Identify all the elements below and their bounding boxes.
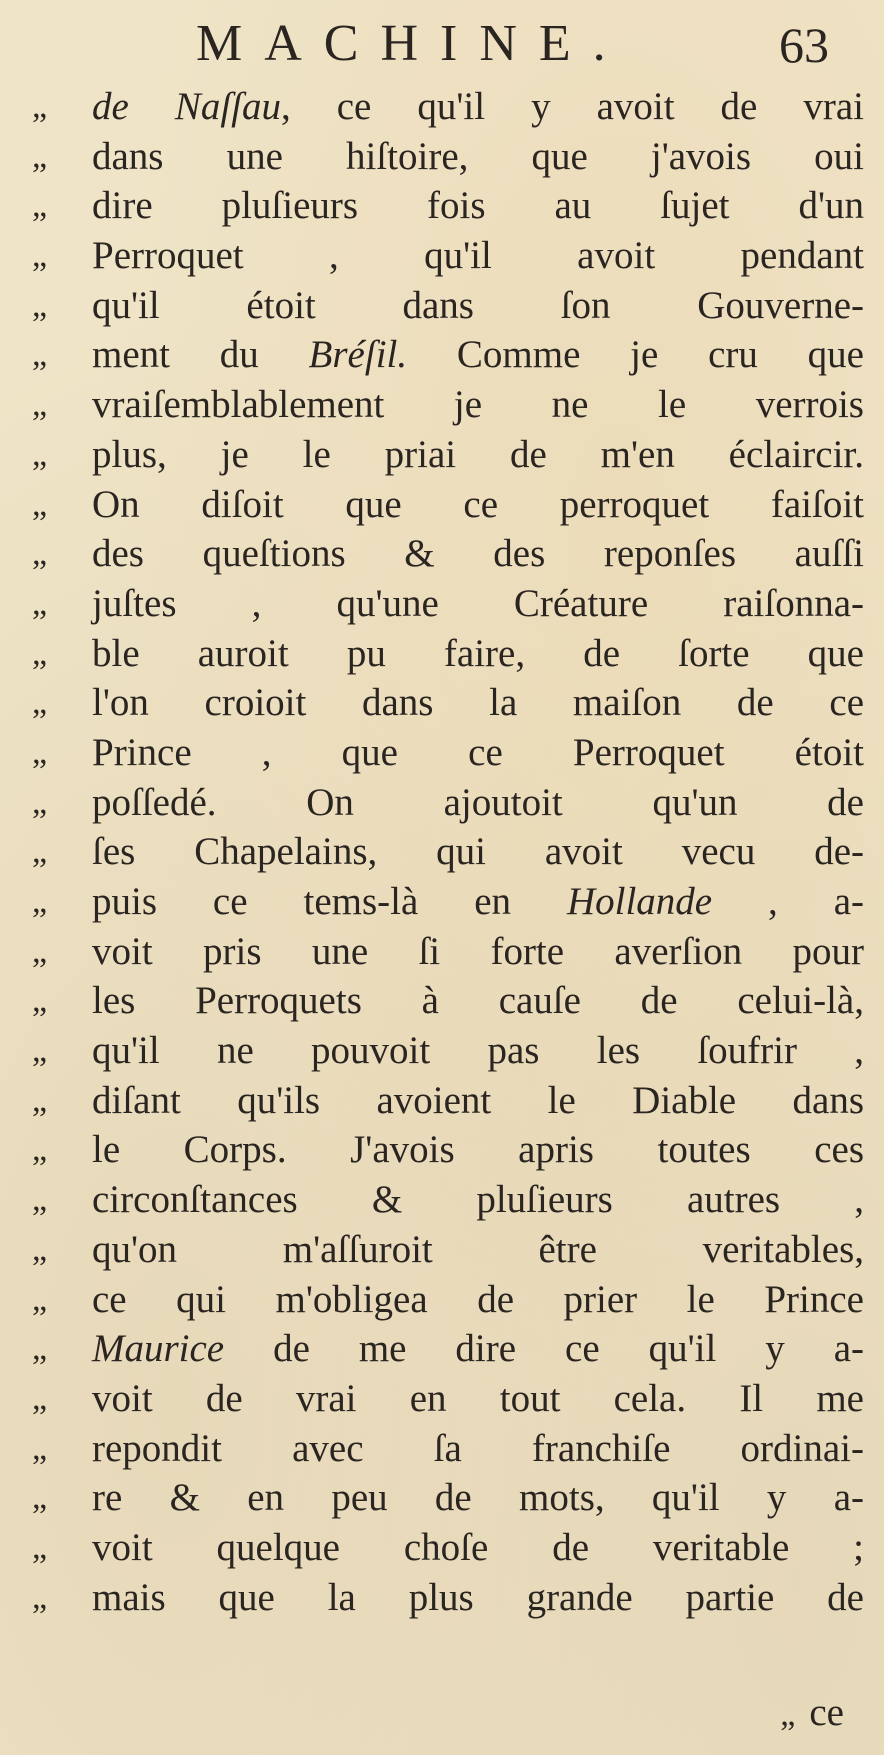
quote-mark: „ (32, 883, 48, 920)
quote-mark: „ (32, 1578, 48, 1616)
text-segment: re & en peu de mots, qu'il y a- (92, 1476, 864, 1520)
quote-mark: „ (32, 1181, 48, 1219)
text-line (32, 778, 864, 828)
text-segment: puis ce tems-là en (92, 880, 567, 923)
text-line (32, 430, 864, 480)
quote-mark: „ (32, 1280, 48, 1318)
text-segment: dans une hiſtoire, que j'avois oui (92, 134, 864, 178)
line-text (92, 927, 864, 977)
page-number: 63 (779, 17, 829, 73)
text-line (32, 281, 864, 331)
line-text (92, 181, 864, 231)
text-line (32, 1473, 864, 1523)
quote-mark: „ (32, 1528, 48, 1566)
catchword (780, 1690, 844, 1735)
text-segment: ble auroit pu faire, de ſorte que (92, 631, 864, 675)
quote-mark: „ (32, 1479, 48, 1517)
text-segment: vraiſemblablement je ne le verrois (92, 383, 864, 427)
quote-mark: „ (32, 783, 48, 821)
text-segment: repondit avec ſa franchiſe ordinai- (92, 1426, 864, 1470)
text-segment: Comme je cru que (407, 333, 864, 377)
text-segment: mais que la plus grande partie de (92, 1575, 864, 1619)
text-segment: des queſtions & des reponſes auſſi (92, 532, 864, 576)
text-segment: Prince , que ce Perroquet étoit (92, 730, 864, 774)
text-segment: plus, je le priai de m'en éclaircir. (92, 432, 864, 476)
text-line (32, 231, 864, 281)
text-line (32, 330, 864, 380)
text-line (32, 82, 864, 132)
quote-mark: „ (32, 1429, 48, 1467)
quote-mark: „ (32, 286, 48, 324)
quote-mark: „ (32, 1081, 48, 1119)
text-segment: voit quelque choſe de veritable ; (92, 1525, 864, 1569)
running-title: MACHINE. (196, 15, 628, 72)
text-segment: ſes Chapelains, qui avoit vecu de- (92, 830, 864, 874)
line-text (92, 678, 864, 728)
line-text (92, 330, 864, 380)
text-line (32, 480, 864, 530)
quote-mark: „ (32, 1379, 48, 1417)
quote-mark: „ (32, 137, 48, 175)
text-segment: Perroquet , qu'il avoit pendant (92, 234, 864, 278)
quote-mark: „ (32, 733, 48, 771)
text-line (32, 728, 864, 778)
italic-text: de Naſſau (92, 85, 281, 128)
text-segment: le Corps. J'avois apris toutes ces (92, 1128, 864, 1172)
quote-mark: „ (32, 535, 48, 573)
line-text (92, 629, 864, 679)
line-text (92, 231, 864, 281)
text-segment: On diſoit que ce perroquet faiſoit (92, 482, 864, 526)
quote-mark: „ (32, 1131, 48, 1169)
text-segment: de me dire ce qu'il y a- (224, 1327, 864, 1371)
text-segment: qu'il ne pouvoit pas les ſoufrir , (92, 1029, 864, 1073)
quote-mark: „ (32, 932, 48, 970)
text-line (32, 1175, 864, 1225)
body-text (32, 82, 864, 1622)
text-line (32, 678, 864, 728)
text-line (32, 877, 864, 927)
text-line (32, 529, 864, 579)
line-text (92, 1573, 864, 1623)
line-text (92, 1473, 864, 1523)
line-text (92, 1275, 864, 1325)
text-segment: qu'on m'aſſuroit être veritables, (92, 1227, 864, 1271)
text-segment: juſtes , qu'une Créature raiſonna- (92, 581, 864, 625)
text-line (32, 1374, 864, 1424)
quote-mark: „ (32, 336, 48, 374)
text-line (32, 1125, 864, 1175)
quote-mark: „ (32, 435, 48, 473)
text-line (32, 380, 864, 430)
italic-text: Maurice (92, 1327, 225, 1371)
text-segment: l'on croioit dans la maiſon de ce (92, 681, 864, 725)
line-text (92, 1125, 864, 1175)
text-segment: ment du (92, 333, 309, 377)
text-segment: les Perroquets à cauſe de celui-là, (92, 979, 864, 1023)
text-line (32, 927, 864, 977)
quote-mark: „ (32, 237, 48, 275)
text-line (32, 132, 864, 182)
text-segment: , ce qu'il y avoit de vrai (281, 85, 864, 128)
line-text (92, 1175, 864, 1225)
line-text (92, 1324, 864, 1374)
text-line (32, 976, 864, 1026)
line-text (92, 827, 864, 877)
quote-mark: „ (32, 982, 48, 1020)
line-text (92, 1523, 864, 1573)
text-segment: dire pluſieurs fois au ſujet d'un (92, 184, 864, 228)
line-text (92, 877, 864, 927)
line-text (92, 480, 864, 530)
text-line (32, 1225, 864, 1275)
text-line (32, 1275, 864, 1325)
quote-mark: „ (32, 1230, 48, 1268)
text-line (32, 1573, 864, 1623)
quote-mark: „ (32, 386, 48, 424)
line-text (92, 1374, 864, 1424)
text-line (32, 1324, 864, 1374)
text-line (32, 1076, 864, 1126)
text-segment: diſant qu'ils avoient le Diable dans (92, 1078, 864, 1122)
quote-mark: „ (32, 634, 48, 672)
text-segment: circonſtances & pluſieurs autres , (92, 1178, 864, 1222)
line-text (92, 380, 864, 430)
text-segment: ce qui m'obligea de prier le Prince (92, 1277, 864, 1321)
line-text (92, 430, 864, 480)
text-segment: , a- (712, 880, 864, 923)
text-line (32, 827, 864, 877)
line-text (92, 976, 864, 1026)
line-text (92, 1424, 864, 1474)
quote-mark: „ (32, 1330, 48, 1368)
text-segment: voit de vrai en tout cela. Il me (92, 1376, 864, 1420)
line-text (92, 82, 864, 132)
page-header (0, 12, 884, 82)
catchword-quote-mark: „ (780, 1696, 796, 1733)
line-text (92, 1026, 864, 1076)
line-text (92, 281, 864, 331)
text-line (32, 1026, 864, 1076)
quote-mark: „ (32, 833, 48, 871)
catchword-text: ce (809, 1691, 844, 1734)
quote-mark: „ (32, 684, 48, 722)
text-line (32, 629, 864, 679)
line-text (92, 579, 864, 629)
quote-mark: „ (32, 88, 48, 125)
line-text (92, 1076, 864, 1126)
text-segment: voit pris une ſi forte averſion pour (92, 929, 864, 973)
text-line (32, 181, 864, 231)
quote-mark: „ (32, 1032, 48, 1070)
italic-text: Hollande (566, 880, 713, 923)
quote-mark: „ (32, 584, 48, 622)
text-line (32, 579, 864, 629)
line-text (92, 728, 864, 778)
text-segment: qu'il étoit dans ſon Gouverne- (92, 283, 864, 327)
line-text (92, 1225, 864, 1275)
quote-mark: „ (32, 485, 48, 523)
text-line (32, 1523, 864, 1573)
italic-text: Bréſil. (308, 333, 408, 377)
text-line (32, 1424, 864, 1474)
text-segment: poſſedé. On ajoutoit qu'un de (92, 780, 864, 824)
line-text (92, 778, 864, 828)
line-text (92, 529, 864, 579)
line-text (92, 132, 864, 182)
quote-mark: „ (32, 187, 48, 225)
